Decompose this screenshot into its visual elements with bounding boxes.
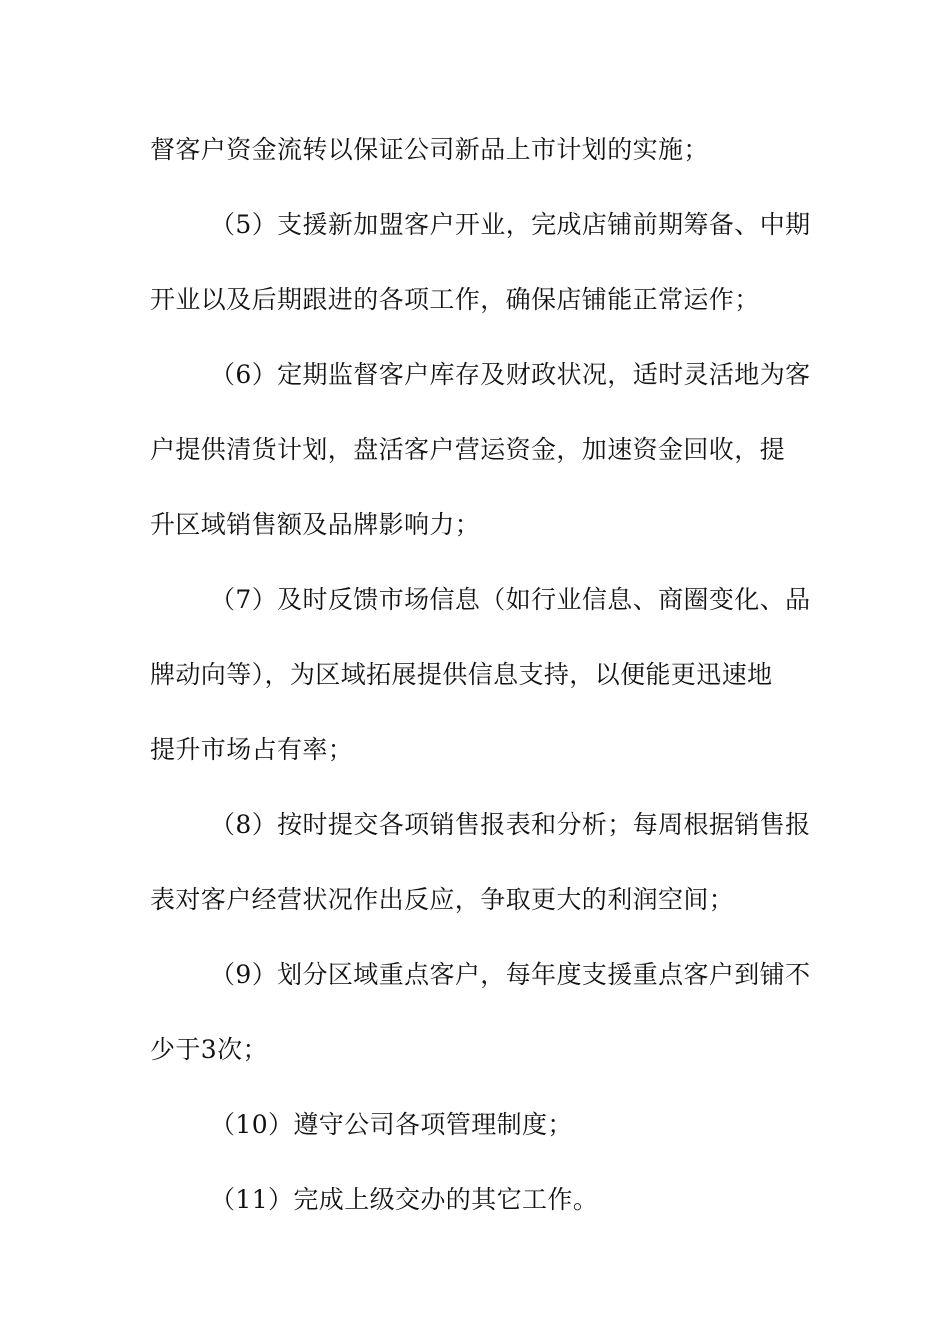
text-line: （9）划分区域重点客户，每年度支援重点客户到铺不 — [210, 960, 811, 989]
text-line: （7）及时反馈市场信息（如行业信息、商圈变化、品 — [210, 585, 811, 614]
text-line: （10）遵守公司各项管理制度； — [210, 1110, 573, 1139]
text-line: （8）按时提交各项销售报表和分析；每周根据销售报 — [210, 810, 811, 839]
text-line: 少于3次； — [150, 1035, 268, 1064]
text-line: （5）支援新加盟客户开业，完成店铺前期筹备、中期 — [210, 210, 811, 239]
text-line: 升区域销售额及品牌影响力； — [150, 510, 481, 539]
text-line: （6）定期监督客户库存及财政状况，适时灵活地为客 — [210, 360, 811, 389]
text-line: 牌动向等），为区域拓展提供信息支持，以便能更迅速地 — [150, 660, 773, 689]
text-line: 开业以及后期跟进的各项工作，确保店铺能正常运作； — [150, 285, 760, 314]
text-line: 表对客户经营状况作出反应，争取更大的利润空间； — [150, 885, 735, 914]
text-line: 提升市场占有率； — [150, 735, 354, 764]
text-line: 督客户资金流转以保证公司新品上市计划的实施； — [150, 135, 709, 164]
text-line: （11）完成上级交办的其它工作。 — [210, 1185, 599, 1214]
text-line: 户提供清货计划，盘活客户营运资金，加速资金回收，提 — [150, 435, 786, 464]
